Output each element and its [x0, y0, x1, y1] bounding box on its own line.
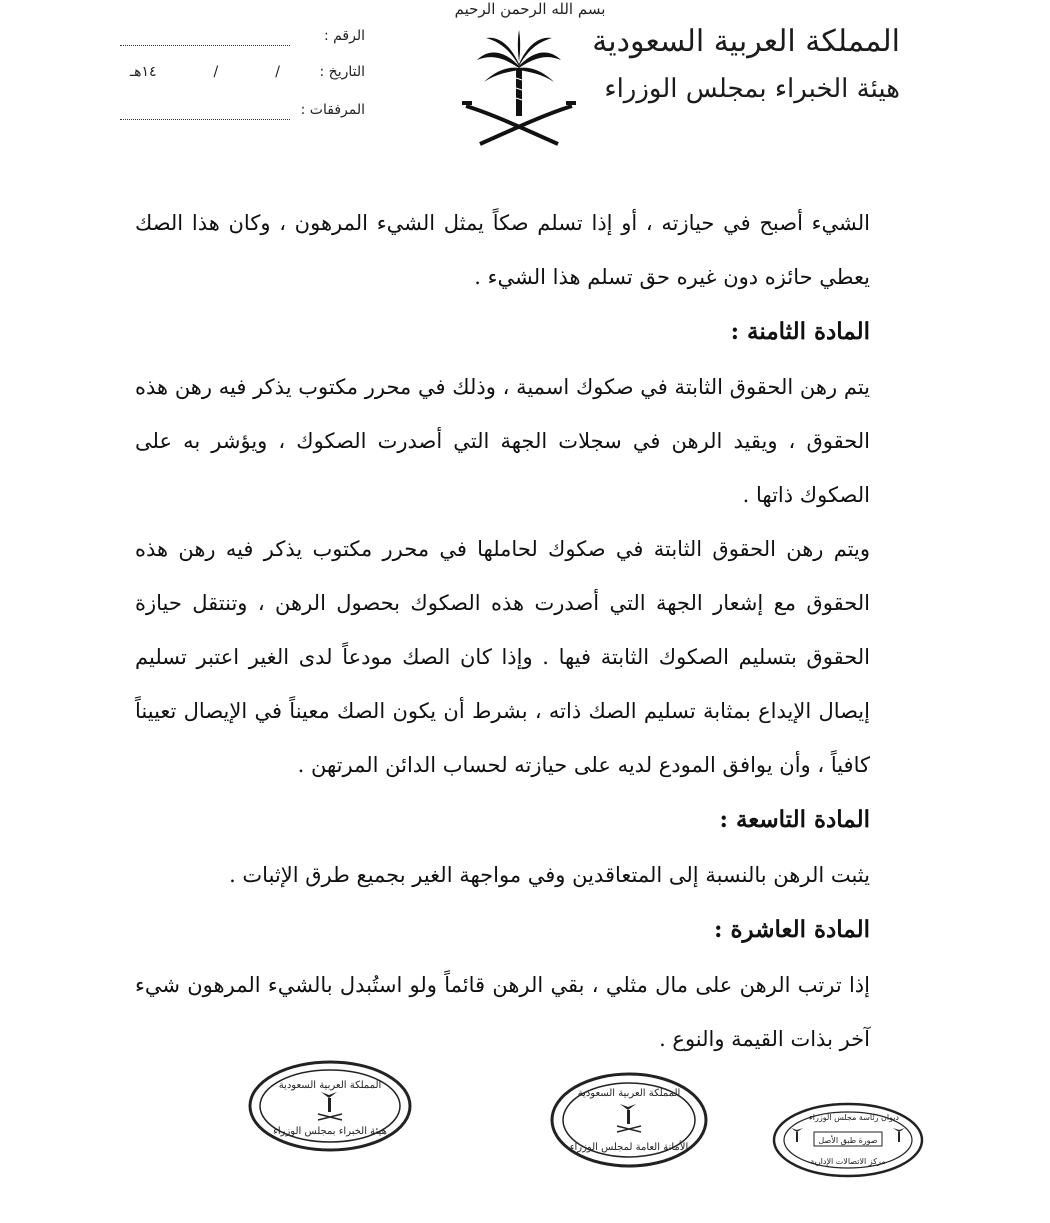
- stamp-right-line1: ديوان رئاسة مجلس الوزراء: [809, 1113, 899, 1122]
- ref-number-label: الرقم :: [323, 28, 365, 44]
- experts-commission-stamp: [246, 1058, 414, 1154]
- ref-number-field: [120, 28, 365, 52]
- document-body: [135, 196, 870, 1066]
- article-8-paragraph-1: يتم رهن الحقوق الثابتة في صكوك اسمية ، وذلك في محرر مكتوب يذكر فيه رهن هذه الحقوق ، ويقيد الرهن في سجلات الجهة التي أصدرت الصكوك ، ويؤشر به على الصكوك ذاتها .: [135, 375, 870, 507]
- article-8-paragraph-2: ويتم رهن الحقوق الثابتة في صكوك لحاملها في محرر مكتوب يذكر فيه رهن هذه الحقوق مع إشعار الجهة التي أصدرت هذه الصكوك بحصول الرهن ، وتنتقل حيازة الحقوق بتسليم الصكوك الثابتة فيها . وإذا كان الصك مودعاً لدى الغير اعتبر تسليم إيصال الإيداع بمثابة تسليم الصك ذاته ، بشرط أن يكون الصك معيناً في الإيصال تعييناً كافياً ، وأن يوافق المودع لديه على حيازته لحساب الدائن المرتهن .: [135, 537, 870, 777]
- stamp-center-line2: الأمانة العامة لمجلس الوزراء: [569, 1142, 689, 1153]
- attachments-line: [120, 119, 290, 120]
- stamp-right-emblem-left-icon: [791, 1128, 803, 1142]
- palm-swords-emblem: [462, 28, 576, 148]
- basmala: بسم الله الرحمن الرحيم: [454, 0, 606, 18]
- stamp-left-line1: المملكة العربية السعودية: [278, 1080, 382, 1091]
- date-values: [120, 64, 290, 80]
- stamp-right-emblem-right-icon: [893, 1128, 905, 1142]
- date-sep-2: /: [213, 64, 219, 80]
- article-8-heading: المادة الثامنة :: [730, 318, 870, 345]
- stamp-center-line1: المملكة العربية السعودية: [577, 1088, 681, 1099]
- paragraph-continuation: الشيء أصبح في حيازته ، أو إذا تسلم صكاً يمثل الشيء المرهون ، وكان هذا الصك يعطي حائزه دون غيره حق تسلم هذا الشيء .: [135, 211, 870, 289]
- article-10-heading: المادة العاشرة :: [713, 916, 870, 943]
- article-9-paragraph-1: يثبت الرهن بالنسبة إلى المتعاقدين وفي مواجهة الغير بجميع طرق الإثبات .: [229, 863, 870, 887]
- stamp-left-emblem-icon: [318, 1092, 342, 1120]
- ref-number-line: [120, 45, 290, 46]
- stamp-center-emblem-icon: [617, 1104, 641, 1132]
- org-name-line2: هيئة الخبراء بمجلس الوزراء: [604, 74, 900, 104]
- stamp-right-line3: مركز الاتصالات الإدارية: [810, 1157, 886, 1166]
- attachments-label: المرفقات :: [300, 102, 365, 118]
- certified-copy-stamp: [770, 1100, 926, 1180]
- org-name-line1: المملكة العربية السعودية: [592, 24, 900, 59]
- date-suffix: ١٤هـ: [130, 64, 157, 80]
- article-9-heading: المادة التاسعة :: [719, 806, 870, 833]
- article-10-paragraph-1: إذا ترتب الرهن على مال مثلي ، بقي الرهن قائماً ولو استُبدل بالشيء المرهون شيء آخر بذات القيمة والنوع .: [135, 973, 870, 1051]
- general-secretariat-stamp: [548, 1070, 710, 1170]
- attachments-field: [120, 102, 365, 126]
- stamp-right-line2: صورة طبق الأصل: [818, 1136, 878, 1145]
- date-field: [120, 64, 365, 88]
- stamp-left-line2: هيئة الخبراء بمجلس الوزراء: [273, 1126, 387, 1137]
- date-label: التاريخ :: [319, 64, 365, 80]
- date-sep-1: /: [275, 64, 280, 80]
